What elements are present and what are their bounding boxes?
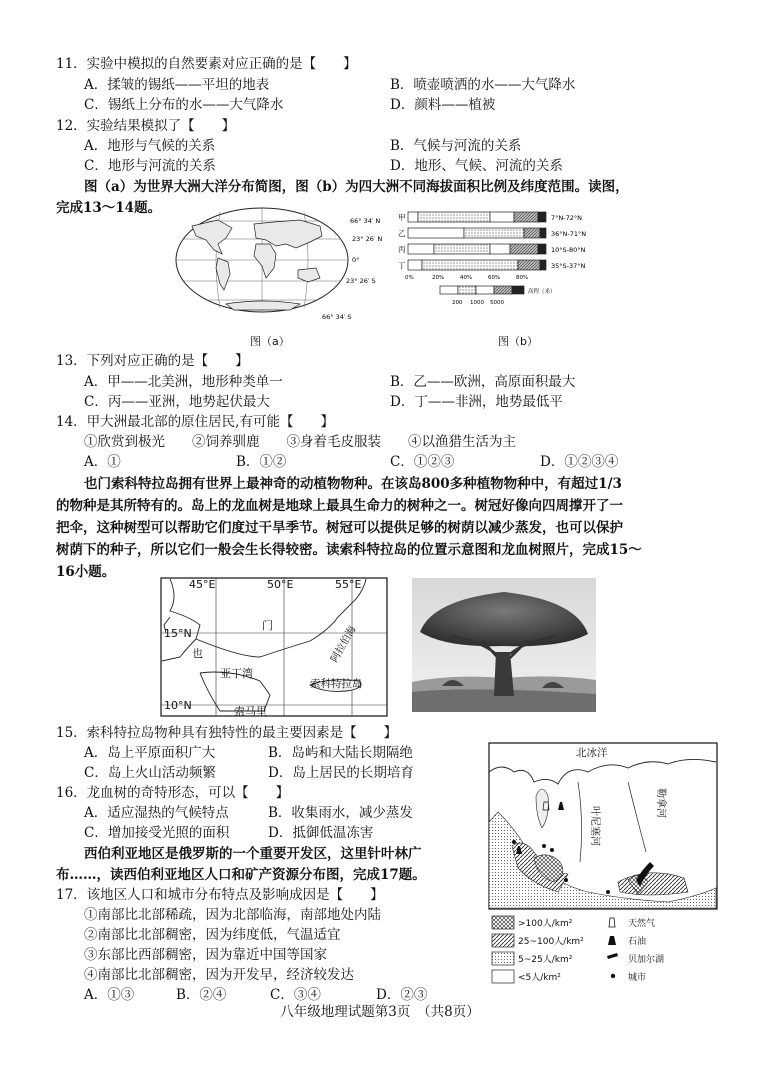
siberia-population-resource-map bbox=[488, 742, 718, 992]
q13-option-c: C．丙——亚洲，地势起伏最大 bbox=[84, 394, 270, 410]
q17-choice-b: B．②④ bbox=[176, 987, 227, 1003]
q17-choice-c: C．③④ bbox=[270, 987, 321, 1003]
legend-city: 城市 bbox=[628, 973, 647, 983]
q11-option-c: C．锡纸上分布的水——大气降水 bbox=[84, 97, 284, 113]
lon-45: 45°E bbox=[189, 578, 216, 591]
q14-items: ①欣赏到极光 ②饲养驯鹿 ③身着毛皮服装 ④以渔猎生活为主 bbox=[84, 434, 516, 450]
q17-stem: 17．该地区人口和城市分布特点及影响成因是【 】 bbox=[56, 887, 384, 903]
lat-label-66s: 66° 34′ S bbox=[322, 313, 352, 320]
q11-option-d: D．颜料——植被 bbox=[390, 97, 496, 113]
lat-label-66n: 66° 34′ N bbox=[350, 217, 381, 225]
legend-label: 高程（米） bbox=[528, 289, 556, 295]
q14-option-d: D．①②③④ bbox=[540, 454, 619, 470]
lake-icon bbox=[607, 953, 618, 959]
q13-option-a: A．甲——北美洲，地形种类单一 bbox=[84, 374, 283, 390]
q14-stem: 14．甲大洲最北部的原住居民,有可能【 】 bbox=[56, 414, 334, 430]
intro1-line2: 完成13～14题。 bbox=[56, 200, 162, 216]
legend-density-lt5: <5人/km² bbox=[518, 973, 561, 983]
q17-option-2: ②南部比北部稠密，因为纬度低，气温适宜 bbox=[84, 927, 341, 943]
q12-stem: 12．实验结果模拟了【 】 bbox=[56, 118, 236, 134]
legend-lake-baikal: 贝加尔湖 bbox=[628, 955, 665, 965]
intro2-line3: 把伞，这种树型可以帮助它们度过干旱季节。树冠可以提供足够的树荫以减少蒸发，也可以保护 bbox=[56, 520, 623, 536]
intro1-line1: 图（a）为世界大洲大洋分布简图，图（b）为四大洲不同海拔面积比例及纬度范围。读图， bbox=[84, 179, 629, 195]
legend-1000: 1000 bbox=[470, 300, 484, 306]
dragon-blood-tree-photo bbox=[412, 578, 596, 712]
tick-80: 80% bbox=[516, 275, 529, 281]
intro2-line5: 16小题。 bbox=[56, 564, 116, 580]
q17-option-1: ①南部比北部稀疏，因为北部临海，南部地处内陆 bbox=[84, 907, 381, 923]
q14-option-b: B．①② bbox=[236, 454, 287, 470]
q16-option-b: B．收集雨水，减少蒸发 bbox=[268, 805, 413, 821]
label-socotra: 索科特拉岛 bbox=[310, 678, 363, 690]
legend-density-gt100: >100人/km² bbox=[518, 919, 573, 929]
legend-200: 200 bbox=[452, 300, 463, 306]
city-icon bbox=[611, 974, 615, 978]
row-name-yi: 乙 bbox=[398, 229, 406, 238]
altitude-bar-figure bbox=[396, 208, 636, 312]
q17-choice-a: A．①③ bbox=[84, 987, 135, 1003]
q14-option-a: A．① bbox=[84, 454, 121, 470]
lon-55: 55°E bbox=[335, 578, 362, 591]
q11-stem: 11．实验中模拟的自然要素对应正确的是【 】 bbox=[56, 56, 357, 72]
tick-40: 40% bbox=[460, 275, 473, 281]
q14-option-c: C．①②③ bbox=[390, 454, 455, 470]
lat-label-23s: 23° 26′ S bbox=[346, 277, 376, 285]
row-name-jia: 甲 bbox=[398, 213, 406, 222]
q11-option-a: A．揉皱的锡纸——平坦的地表 bbox=[84, 77, 270, 93]
intro3-line2: 布……，读西伯利亚地区人口和矿产资源分布图，完成17题。 bbox=[56, 867, 426, 883]
label-gulf-of-aden: 亚丁湾 bbox=[220, 667, 253, 680]
natural-gas-icon bbox=[609, 918, 615, 927]
q12-option-a: A．地形与气候的关系 bbox=[84, 138, 216, 154]
fig-a-caption: 图（a） bbox=[250, 335, 290, 348]
row-name-ding: 丁 bbox=[398, 261, 406, 270]
lat-15: 15°N bbox=[164, 627, 192, 640]
label-yemen-1: 也 bbox=[192, 647, 203, 660]
q11-option-b: B．喷壶喷洒的水——大气降水 bbox=[390, 77, 576, 93]
label-yemen-2: 门 bbox=[262, 619, 273, 632]
q15-option-a: A．岛上平原面积广大 bbox=[84, 745, 216, 761]
lat-10: 10°N bbox=[164, 699, 192, 712]
q12-option-d: D．地形、气候、河流的关系 bbox=[390, 158, 563, 174]
label-somalia: 索马里 bbox=[234, 705, 267, 717]
legend-density-5-25: 5~25人/km² bbox=[518, 955, 573, 965]
lat-label-0: 0° bbox=[352, 256, 360, 264]
q15-stem: 15．索科特拉岛物种具有独特性的最主要因素是【 】 bbox=[56, 725, 398, 741]
fig-b-caption: 图（b） bbox=[498, 335, 538, 348]
tick-20: 20% bbox=[432, 275, 445, 281]
q16-option-d: D．抵御低温冻害 bbox=[268, 825, 374, 841]
world-map-figure bbox=[170, 204, 390, 320]
intro2-line1: 也门索科特拉岛拥有世界上最神奇的动植物物种。在该岛800多种植物物种中，有超过1/3 bbox=[84, 476, 622, 492]
tick-0: 0% bbox=[405, 275, 414, 281]
oil-icon bbox=[608, 936, 616, 945]
label-arctic-ocean: 北冰洋 bbox=[576, 747, 608, 759]
label-lena: 勒拿河 bbox=[655, 788, 666, 818]
label-yenisei-1: 叶尼塞河 bbox=[589, 806, 600, 846]
intro2-line4: 树荫下的种子，所以它们一般会生长得较密。读索科特拉岛的位置示意图和龙血树照片，完成15～ bbox=[56, 542, 642, 558]
intro2-line2: 的物种是其所特有的。岛上的龙血树是地球上最具生命力的树种之一。树冠好像向四周撑开了一 bbox=[56, 498, 623, 514]
q17-option-3: ③东部比西部稠密，因为靠近中国等国家 bbox=[84, 947, 327, 963]
q16-option-c: C．增加接受光照的面积 bbox=[84, 825, 230, 841]
legend-5000: 5000 bbox=[490, 300, 504, 306]
q13-stem: 13．下列对应正确的是【 】 bbox=[56, 353, 249, 369]
lat-label-23n: 23° 26′ N bbox=[352, 235, 383, 243]
q15-option-d: D．岛上居民的长期培育 bbox=[268, 765, 414, 781]
q17-option-4: ④南部比北部稠密，因为开发早，经济较发达 bbox=[84, 967, 354, 983]
tick-60: 60% bbox=[488, 275, 501, 281]
row-range-jia: 7°N-72°N bbox=[551, 214, 582, 222]
legend-oil: 石油 bbox=[628, 937, 647, 947]
row-range-bing: 10°S-80°N bbox=[551, 246, 586, 254]
q12-option-c: C．地形与河流的关系 bbox=[84, 158, 216, 174]
q13-option-d: D．丁——非洲，地势最低平 bbox=[390, 394, 563, 410]
page-footer: 八年级地理试题第3页 （共8页） bbox=[280, 1004, 480, 1020]
q16-option-a: A．适应湿热的气候特点 bbox=[84, 805, 229, 821]
lon-50: 50°E bbox=[267, 578, 294, 591]
socotra-location-map bbox=[160, 577, 388, 717]
q13-option-b: B．乙——欧洲，高原面积最大 bbox=[390, 374, 576, 390]
row-name-bing: 丙 bbox=[398, 245, 406, 254]
q16-stem: 16．龙血树的奇特形态，可以【 】 bbox=[56, 785, 290, 801]
row-range-yi: 36°N-71°N bbox=[551, 230, 587, 238]
q15-option-c: C．岛上火山活动频繁 bbox=[84, 765, 216, 781]
intro3-line1: 西伯利亚地区是俄罗斯的一个重要开发区，这里针叶林广 bbox=[84, 846, 422, 862]
legend-density-25-100: 25~100人/km² bbox=[518, 937, 584, 947]
legend-natural-gas: 天然气 bbox=[628, 919, 656, 929]
row-range-ding: 35°S-37°N bbox=[551, 262, 586, 270]
q15-option-b: B．岛屿和大陆长期隔绝 bbox=[268, 745, 413, 761]
q17-choice-d: D．②③ bbox=[376, 987, 428, 1003]
q12-option-b: B．气候与河流的关系 bbox=[390, 138, 522, 154]
label-arabian-sea: 阿拉伯海 bbox=[329, 624, 359, 665]
